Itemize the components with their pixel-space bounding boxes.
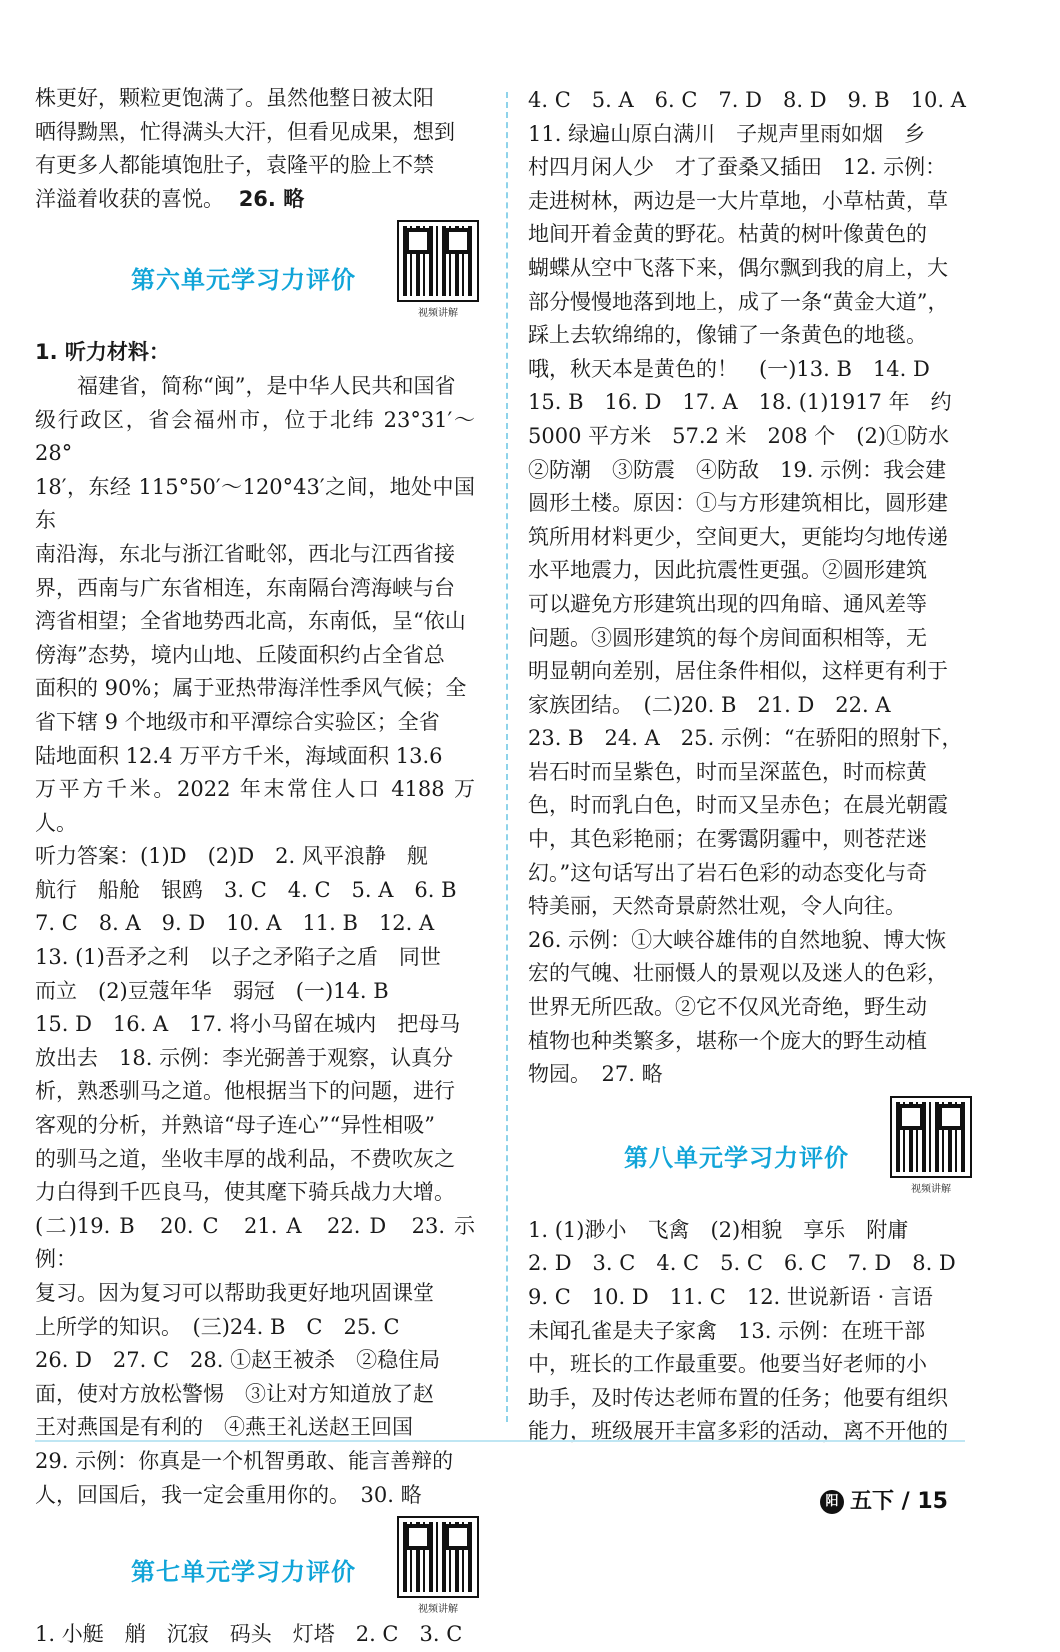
answer-line: 特美丽，天然奇景蔚然壮观，令人向往。	[528, 894, 906, 919]
qr-code-icon	[399, 1518, 477, 1596]
text-line: 省下辖 9 个地级市和平潭综合实验区；全省	[35, 709, 440, 734]
text-line: 万平方千米。2022 年末常住人口 4188 万人。	[35, 777, 475, 835]
unit6-title: 第六单元学习力评价	[131, 266, 356, 295]
text-line: 陆地面积 12.4 万平方千米，海域面积 13.6	[35, 743, 443, 768]
text-line: 18′，东经 115°50′～120°43′之间，地处中国东	[35, 474, 475, 533]
text-line: 级行政区，省会福州市，位于北纬 23°31′～28°	[35, 407, 475, 466]
answer-line: 放出去 18. 示例：李光弼善于观察，认真分	[35, 1045, 454, 1070]
answer-line: 色，时而乳白色，时而又呈赤色；在晨光朝霞	[528, 793, 948, 818]
text-line: 福建省，简称“闽”，是中华人民共和国省	[77, 373, 456, 398]
answer-line: 客观的分析，并熟谙“母子连心”“异性相吸”	[35, 1113, 435, 1138]
qr-code-icon	[892, 1098, 970, 1176]
answer-line: 9. C 10. D 11. C 12. 世说新语 · 言语	[528, 1285, 933, 1309]
text-line: 洋溢着收获的喜悦。 26. 略	[35, 186, 305, 211]
column-divider	[506, 92, 508, 1422]
answer-line: 13. (1)吾矛之利 以子之矛陷子之盾 同世	[35, 945, 441, 970]
answer-line: 1. 小艇 艄 沉寂 码头 灯塔 2. C 3. C	[35, 1622, 463, 1647]
unit6-qr[interactable]	[399, 222, 477, 319]
answer-line: 未闻孔雀是夫子家禽 13. 示例：在班干部	[528, 1318, 926, 1343]
answer-line: 水平地震力，因此抗震性更强。②圆形建筑	[528, 558, 927, 583]
answer-line: 4. C 5. A 6. C 7. D 8. D 9. B 10. A	[528, 88, 966, 112]
answer-line: 11. 绿遍山原白满川 子规声里雨如烟 乡	[528, 121, 926, 146]
text-line: 面积的 90%；属于亚热带海洋性季风气候；全	[35, 676, 467, 701]
answer-line: 29. 示例：你真是一个机智勇敢、能言善辩的	[35, 1448, 454, 1473]
answer-line: 26. 示例：①大峡谷雄伟的自然地貌、博大恢	[528, 927, 947, 952]
answer-line: 15. B 16. D 17. A 18. (1)1917 年 约	[528, 390, 952, 415]
intro-block	[35, 82, 475, 216]
answer-line: 听力答案：(1)D (2)D 2. 风平浪静 舰	[35, 844, 428, 869]
answer-line: 地间开着金黄的野花。枯黄的树叶像黄色的	[528, 222, 927, 247]
brand-logo-icon: 阳	[820, 1490, 844, 1514]
text-line: 晒得黝黑，忙得满头大汗，但看见成果，想到	[35, 119, 455, 144]
answer-line: 2. D 3. C 4. C 5. C 6. C 7. D 8. D	[528, 1251, 956, 1276]
qr-label: 视频讲解	[418, 308, 458, 320]
answer-line: 世界无所匹敌。②它不仅风光奇绝，野生动	[528, 995, 927, 1020]
answer-line: 中，班长的工作最重要。他要当好老师的小	[528, 1352, 927, 1377]
answer-line: 15. D 16. A 17. 将小马留在城内 把母马	[35, 1012, 461, 1037]
qr-label: 视频讲解	[418, 1604, 458, 1616]
answer-line: 5000 平方米 57.2 米 208 个 (2)①防水	[528, 423, 950, 448]
right-column	[528, 84, 968, 1449]
answer-line: 力白得到千匹良马，使其麾下骑兵战力大增。	[35, 1180, 455, 1205]
footer-rule	[35, 1440, 965, 1442]
unit8-qr[interactable]	[892, 1098, 970, 1195]
answer-line: 蝴蝶从空中飞落下来，偶尔飘到我的肩上，大	[528, 255, 948, 280]
answer-line: 的驯马之道，坐收丰厚的战利品，不费吹灰之	[35, 1146, 455, 1171]
answer-line: 可以避免方形建筑出现的四角暗、通风差等	[528, 591, 927, 616]
text-line: 傍海”态势，境内山地、丘陵面积约占全省总	[35, 642, 445, 667]
text-line: 湾省相望；全省地势西北高，东南低，呈“依山	[35, 609, 466, 634]
listening-heading: 1. 听力材料：	[35, 340, 170, 365]
answer-line: 23. B 24. A 25. 示例：“在骄阳的照射下，	[528, 726, 963, 751]
unit8-header	[528, 1098, 968, 1210]
text-line: 有更多人都能填饱肚子，袁隆平的脸上不禁	[35, 153, 434, 178]
left-column	[35, 82, 475, 1652]
answer-line: 1. (1)渺小 飞禽 (2)相貌 享乐 附庸	[528, 1217, 909, 1242]
answer-line: 圆形土楼。原因：①与方形建筑相比，圆形建	[528, 491, 948, 516]
answer-line: 哦，秋天本是黄色的！ (一)13. B 14. D	[528, 356, 930, 381]
answer-line: 26. D 27. C 28. ①赵王被杀 ②稳住局	[35, 1348, 441, 1373]
answer-line: 面，使对方放松警惕 ③让对方知道放了赵	[35, 1381, 434, 1406]
answer-line: 走进树林，两边是一大片草地，小草枯黄，草	[528, 188, 948, 213]
text-line: 界，西南与广东省相连，东南隔台湾海峡与台	[35, 575, 455, 600]
answer-line: 复习。因为复习可以帮助我更好地巩固课堂	[35, 1281, 434, 1305]
answer-line: 明显朝向差别，居住条件相似，这样更有利于	[528, 659, 948, 684]
unit7-qr[interactable]	[399, 1518, 477, 1615]
answer-line: 能力，班级展开丰富多彩的活动，离不开他的	[528, 1419, 948, 1444]
answer-line: ②防潮 ③防震 ④防敌 19. 示例：我会建	[528, 457, 947, 482]
answer-line: 幻。”这句话写出了岩石色彩的动态变化与奇	[528, 860, 928, 885]
answer-line: 人，回国后，我一定会重用你的。 30. 略	[35, 1482, 422, 1507]
unit6-answers	[35, 840, 475, 1512]
answer-line: 家族团结。 (二)20. B 21. D 22. A	[528, 692, 891, 717]
answer-line: 宏的气魄、壮丽慑人的景观以及迷人的色彩，	[528, 961, 948, 986]
listening-text	[35, 370, 475, 840]
unit7-header	[35, 1518, 475, 1614]
answer-line: 问题。③圆形建筑的每个房间面积相等，无	[528, 625, 927, 650]
unit8-title: 第八单元学习力评价	[624, 1143, 849, 1172]
answer-line: 筑所用材料更少，空间更大，更能均匀地传递	[528, 524, 948, 549]
page-number: 五下 / 15	[850, 1489, 948, 1514]
answer-line: 析，熟悉驯马之道。他根据当下的问题，进行	[35, 1079, 455, 1104]
answer-line: 而立 (2)豆蔻年华 弱冠 (一)14. B	[35, 978, 389, 1003]
answer-line: (二)19. B 20. C 21. A 22. D 23. 示例：	[35, 1213, 475, 1272]
answer-line: 王对燕国是有利的 ④燕王礼送赵王回国	[35, 1415, 413, 1440]
answer-line: 助手，及时传达老师布置的任务；他要有组织	[528, 1385, 948, 1410]
text-line: 株更好，颗粒更饱满了。虽然他整日被太阳	[35, 86, 434, 110]
answer-line: 航行 船舱 银鸥 3. C 4. C 5. A 6. B	[35, 877, 457, 902]
answer-line: 村四月闲人少 才了蚕桑又插田 12. 示例：	[528, 155, 947, 180]
page-footer	[820, 1484, 948, 1515]
answer-line: 岩石时而呈紫色，时而呈深蓝色，时而棕黄	[528, 759, 927, 784]
unit6-header	[35, 222, 475, 332]
unit7-title: 第七单元学习力评价	[131, 1558, 356, 1587]
answer-line: 中，其色彩艳丽；在雾霭阴霾中，则苍茫迷	[528, 827, 927, 852]
answer-line: 植物也种类繁多，堪称一个庞大的野生动植	[528, 1028, 927, 1053]
answer-line: 7. C 8. A 9. D 10. A 11. B 12. A	[35, 911, 435, 936]
unit7-answers	[528, 84, 968, 1092]
qr-label: 视频讲解	[911, 1183, 951, 1195]
answer-line: 部分慢慢地落到地上，成了一条“黄金大道”，	[528, 289, 949, 314]
text-line: 南沿海，东北与浙江省毗邻，西北与江西省接	[35, 541, 455, 566]
answer-line: 踩上去软绵绵的，像铺了一条黄色的地毯。	[528, 323, 927, 348]
answer-line: 物园。 27. 略	[528, 1062, 663, 1087]
unit8-answers	[528, 1214, 968, 1449]
qr-code-icon	[399, 222, 477, 300]
answer-line: 上所学的知识。 (三)24. B C 25. C	[35, 1314, 400, 1339]
